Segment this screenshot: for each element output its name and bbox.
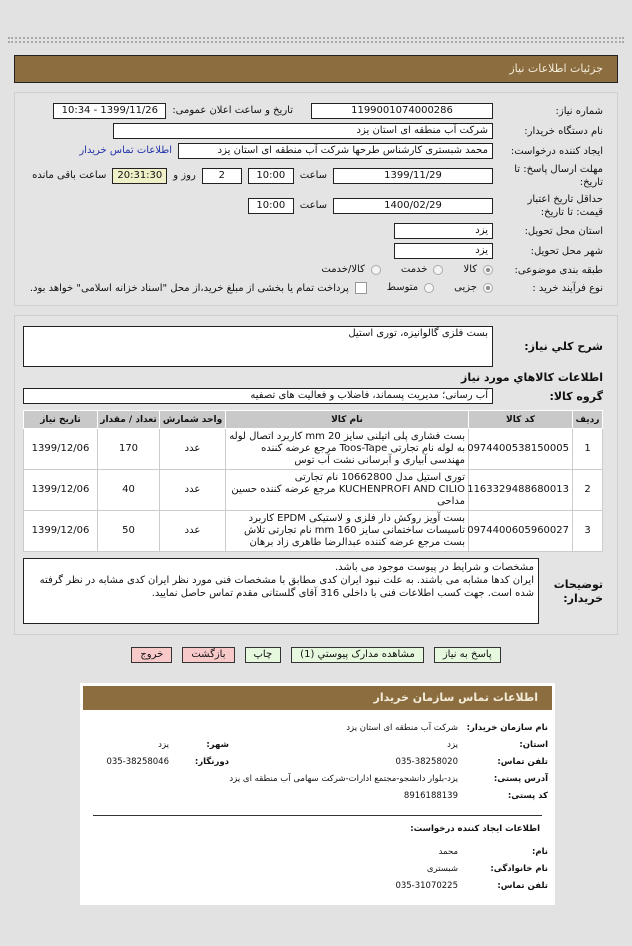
process-label: نوع فرآیند خرید : [532, 282, 603, 294]
category-label: طبقه بندی موضوعی: [514, 264, 603, 276]
creator-name-label: نام: [531, 847, 548, 857]
row-number: 3 [573, 511, 603, 552]
creator-family-value: شبستری [426, 864, 458, 874]
city-row [23, 243, 603, 259]
process-radio-medium[interactable] [424, 283, 434, 293]
remaining-time-field: 20:31:30 [112, 168, 167, 184]
group-label: گروه کالا: [549, 389, 603, 403]
need-number-field[interactable]: 1199001074000286 [311, 103, 493, 119]
fax-label: دورنگار: [194, 757, 229, 767]
contact-city-value: یزد [158, 740, 169, 750]
table-header-row [24, 411, 603, 429]
phone-row [83, 754, 552, 771]
contact-panel [80, 683, 555, 905]
item-unit: عدد [160, 470, 226, 511]
city-label: شهر محل تحویل: [530, 245, 603, 257]
days-label: روز و [173, 170, 196, 181]
province-label: استان محل تحویل: [524, 225, 603, 237]
item-name: بست فشاری پلی اتیلنی سایز mm 20 کاربرد اتصال لوله به لوله نام تجارتی Toos-Tape مرجع عرضه کننده مهندسی آبیاری و آبرسانی نشت آب توس [226, 429, 469, 470]
deadline-time-field[interactable]: 10:00 [248, 168, 294, 184]
org-label: نام سازمان خریدار: [466, 723, 548, 733]
col-unit: واحد شمارش [160, 411, 226, 429]
buyer-label: نام دستگاه خریدار: [524, 125, 603, 137]
dotted-divider [8, 37, 624, 43]
announce-date-field[interactable]: 1399/11/26 - 10:34 [53, 103, 166, 119]
col-row: ردیف [573, 411, 603, 429]
table-row [24, 470, 603, 511]
treasury-label: پرداخت تمام یا بخشی از مبلغ خرید،از محل "اسناد خزانه اسلامی" خواهد بود. [29, 282, 349, 294]
address-value: یزد-بلوار دانشجو-مجتمع ادارات-شرکت سهامی آب منطقه ای یزد [229, 774, 458, 784]
process-option-minor-label: جزیی [454, 282, 477, 293]
col-date: تاریخ نیاز [24, 411, 98, 429]
item-date: 1399/12/06 [24, 511, 98, 552]
creator-name-value: محمد [438, 847, 458, 857]
notes-label: توضیحات خریدار: [553, 578, 603, 605]
contact-province-value: یزد [447, 740, 458, 750]
goods-section-row [23, 371, 603, 384]
validity-label: حداقل تاریخ اعتبار قیمت: تا تاریخ: [527, 194, 603, 218]
need-number-label: شماره نیاز: [555, 105, 603, 117]
postal-value: 8916188139 [403, 791, 458, 801]
creator-family-label: نام خانوادگی: [490, 864, 548, 874]
category-option-goods-service-label: کالا/خدمت [321, 264, 365, 275]
creator-info-title: اطلاعات ایجاد کننده درخواست: [410, 824, 540, 834]
need-info-panel [14, 92, 618, 306]
category-option-service-label: خدمت [400, 264, 428, 275]
item-qty: 170 [98, 429, 160, 470]
notes-field[interactable]: مشخصات و شرایط در پیوست موجود می باشد. ایران کدها مشابه می باشند. به علت نبود ایران کدی مطابق با مشخصات فنی مورد نظر ایران کدی مشابه در نظر گرفته شده است. جهت کسب اطلاعات فنی با داخلی 316 آقای گلستانی مقدم تماس حاصل نمایید. [23, 558, 539, 624]
validity-time-field[interactable]: 10:00 [248, 198, 294, 214]
item-date: 1399/12/06 [24, 470, 98, 511]
contact-info-link[interactable]: اطلاعات تماس خریدار [79, 145, 172, 156]
item-unit: عدد [160, 511, 226, 552]
deadline-date-field[interactable]: 1399/11/29 [333, 168, 493, 184]
description-label: شرح کلي نياز: [524, 340, 603, 353]
contact-city-label: شهر: [206, 740, 229, 750]
contact-phone-label: تلفن تماس: [497, 757, 548, 767]
group-row [23, 388, 603, 404]
view-attachments-button[interactable]: مشاهده مدارک پیوستي (1) [291, 647, 424, 663]
item-unit: عدد [160, 429, 226, 470]
validity-row [23, 193, 603, 219]
creator-table [83, 844, 552, 895]
item-code: 0974400605960027 [469, 511, 573, 552]
contact-table [83, 720, 552, 805]
creator-phone-row [83, 878, 552, 895]
province-row [23, 223, 603, 239]
category-option-goods-label: کالا [463, 264, 477, 275]
buyer-field[interactable]: شرکت آب منطقه ای استان یزد [113, 123, 493, 139]
category-radio-service[interactable] [433, 265, 443, 275]
creator-label: ایجاد کننده درخواست: [510, 145, 603, 157]
fax-value: 035-38258046 [106, 757, 169, 767]
deadline-time-label: ساعت [299, 170, 327, 181]
exit-button[interactable]: خروج [131, 647, 172, 663]
contact-title: اطلاعات تماس سازمان خریدار [373, 691, 538, 704]
creator-family-row [83, 861, 552, 878]
action-buttons [14, 647, 618, 663]
process-radio-minor[interactable] [483, 283, 493, 293]
location-row [83, 737, 552, 754]
province-field[interactable]: یزد [394, 223, 493, 239]
process-option-medium-label: متوسط [386, 282, 419, 293]
treasury-checkbox[interactable] [355, 282, 367, 294]
postal-label: کد پستی: [507, 791, 548, 801]
announce-label: تاریخ و ساعت اعلان عمومی: [172, 105, 293, 116]
deadline-row [23, 163, 603, 189]
table-row [24, 429, 603, 470]
postal-row [83, 788, 552, 805]
page-title: جزئیات اطلاعات نیاز [509, 62, 603, 75]
print-button[interactable]: چاپ [245, 647, 282, 663]
item-code: 0974400538150005 [469, 429, 573, 470]
category-radio-goods[interactable] [483, 265, 493, 275]
contact-divider [93, 815, 542, 816]
description-field[interactable]: بست فلزی گالوانیزه، توری استیل [23, 326, 493, 367]
item-code: 1163329488680013 [469, 470, 573, 511]
creator-row [23, 143, 603, 159]
contact-phone-value: 035-38258020 [395, 757, 458, 767]
goods-section-title: اطلاعات کالاهاي مورد نياز [461, 371, 603, 384]
remaining-label: ساعت باقی مانده [32, 170, 107, 181]
category-radio-goods-service[interactable] [371, 265, 381, 275]
deadline-label: مهلت ارسال پاسخ: تا تاریخ: [514, 164, 603, 188]
creator-field[interactable]: محمد شبستری کارشناس طرحها شرکت آب منطقه ای استان یزد [178, 143, 493, 159]
item-name: توری استیل مدل 10662800 نام تجارتی KUCHENPROFI AND CILIO مرجع عرضه کننده حسین مداحی [226, 470, 469, 511]
col-qty: تعداد / مقدار [98, 411, 160, 429]
row-number: 2 [573, 470, 603, 511]
buyer-row [23, 123, 603, 139]
reply-button[interactable]: پاسخ به نیاز [434, 647, 501, 663]
creator-name-row [83, 844, 552, 861]
category-row [23, 263, 603, 277]
goods-panel [14, 315, 618, 635]
process-row [23, 281, 603, 295]
item-name: بست آویز روکش دار فلزی و لاستیکی EPDM کاربرد تاسیسات ساختمانی سایز mm 160 نام تجارتی تلاش بست مرجع عرضه کننده عبدالرضا طاهری زاد برهان [226, 511, 469, 552]
goods-table [23, 410, 603, 552]
col-code: کد کالا [469, 411, 573, 429]
need-number-row [23, 103, 603, 119]
table-row [24, 511, 603, 552]
validity-date-field[interactable]: 1400/02/29 [333, 198, 493, 214]
address-row [83, 771, 552, 788]
back-button[interactable]: بازگشت [182, 647, 234, 663]
row-number: 1 [573, 429, 603, 470]
address-label: آدرس پستی: [493, 774, 548, 784]
creator-phone-value: 035-31070225 [395, 881, 458, 891]
days-field: 2 [202, 168, 242, 184]
org-value: شرکت آب منطقه ای استان یزد [346, 723, 458, 733]
org-row [83, 720, 552, 737]
contact-province-label: استان: [519, 740, 548, 750]
item-qty: 50 [98, 511, 160, 552]
contact-header [83, 686, 552, 710]
col-name: نام کالا [226, 411, 469, 429]
validity-time-label: ساعت [299, 200, 327, 211]
description-row [23, 326, 603, 367]
page-header [14, 55, 618, 83]
notes-row [23, 558, 603, 624]
creator-phone-label: تلفن تماس: [497, 881, 548, 891]
city-field[interactable]: یزد [394, 243, 493, 259]
group-field[interactable]: آب رسانی؛ مدیریت پسماند، فاضلاب و فعالیت های تصفیه [23, 388, 493, 404]
item-date: 1399/12/06 [24, 429, 98, 470]
item-qty: 40 [98, 470, 160, 511]
